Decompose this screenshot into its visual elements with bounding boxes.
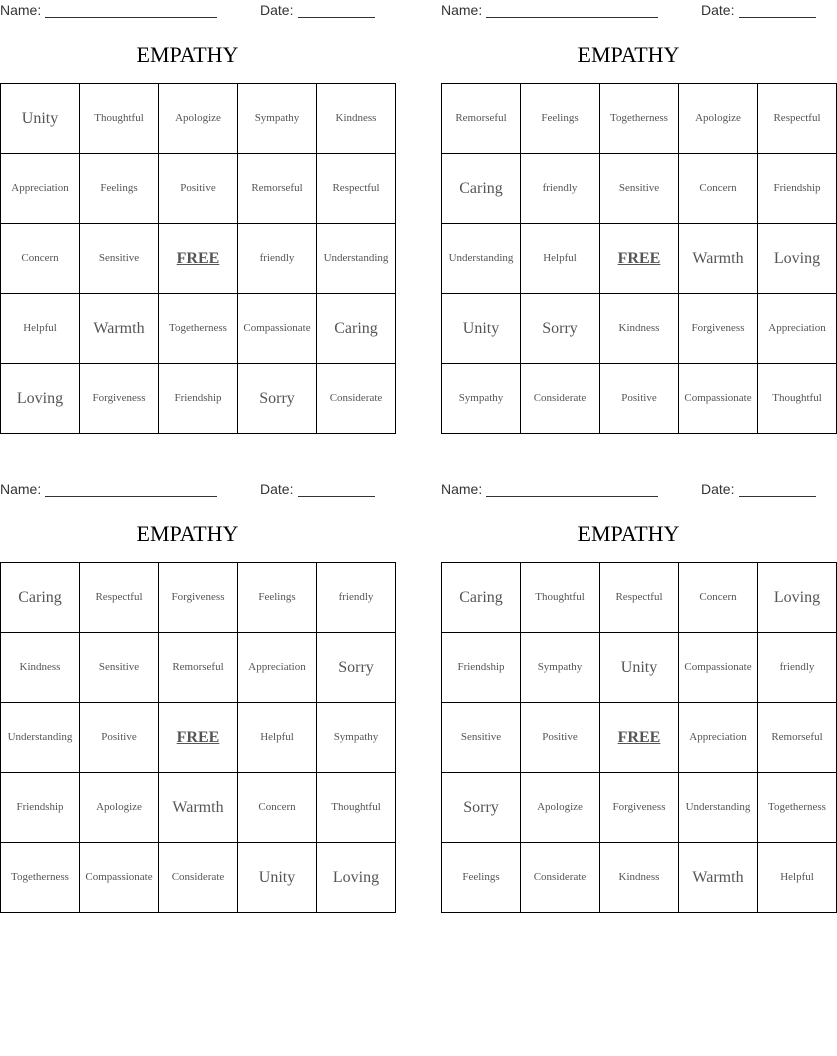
bingo-card-3 [0,479,381,913]
word-cell: Appreciation [238,633,317,703]
word-cell: Helpful [238,703,317,773]
word-cell: Sympathy [238,84,317,154]
word-cell: Apologize [679,84,758,154]
date-line [298,496,375,497]
word-cell: Appreciation [1,154,80,224]
word-cell: Considerate [317,364,396,434]
word-cell: friendly [521,154,600,224]
bingo-grid [441,562,837,913]
word-cell: Forgiveness [159,563,238,633]
word-cell: Thoughtful [521,563,600,633]
name-line [45,496,217,497]
date-line [298,17,375,18]
grid-row [1,154,396,224]
free-space: FREE [159,224,238,294]
word-cell: Friendship [1,773,80,843]
grid-row [1,84,396,154]
word-cell: Compassionate [679,633,758,703]
word-cell: Feelings [442,843,521,913]
date-label: Date: [701,2,735,18]
word-cell: Forgiveness [80,364,159,434]
grid-row [442,563,837,633]
grid-row [442,224,837,294]
grid-row [442,294,837,364]
card-header [0,2,375,20]
name-label: Name: [0,2,42,18]
word-cell: Positive [80,703,159,773]
word-cell: Positive [521,703,600,773]
grid-row [1,224,396,294]
word-cell: Loving [317,843,396,913]
word-cell: Remorseful [159,633,238,703]
name-line [486,496,658,497]
word-cell: Feelings [238,563,317,633]
word-cell: Understanding [317,224,396,294]
word-cell: Appreciation [758,294,837,364]
bingo-grid [0,83,396,434]
word-cell: Positive [600,364,679,434]
word-cell: Sorry [521,294,600,364]
word-cell: Respectful [758,84,837,154]
word-cell: Appreciation [679,703,758,773]
word-cell: Apologize [521,773,600,843]
word-cell: Considerate [521,843,600,913]
word-cell: Friendship [442,633,521,703]
word-cell: Apologize [80,773,159,843]
card-header [0,481,375,499]
date-line [739,496,816,497]
grid-row [442,154,837,224]
bingo-grid [0,562,396,913]
bingo-grid [441,83,837,434]
date-label: Date: [701,481,735,497]
word-cell: Togetherness [1,843,80,913]
word-cell: Sensitive [442,703,521,773]
word-cell: Concern [679,154,758,224]
grid-row [442,843,837,913]
grid-row [1,364,396,434]
word-cell: Remorseful [758,703,837,773]
grid-row [442,703,837,773]
word-cell: Caring [317,294,396,364]
free-space: FREE [600,703,679,773]
word-cell: Loving [758,224,837,294]
word-cell: Remorseful [442,84,521,154]
name-line [45,17,217,18]
word-cell: Togetherness [758,773,837,843]
word-cell: Understanding [1,703,80,773]
name-label: Name: [441,2,483,18]
word-cell: friendly [238,224,317,294]
grid-row [1,633,396,703]
word-cell: Considerate [159,843,238,913]
word-cell: Helpful [758,843,837,913]
grid-row [442,364,837,434]
word-cell: Sympathy [317,703,396,773]
word-cell: Sensitive [80,224,159,294]
word-cell: Warmth [159,773,238,843]
word-cell: friendly [317,563,396,633]
word-cell: Respectful [317,154,396,224]
name-label: Name: [0,481,42,497]
word-cell: Understanding [442,224,521,294]
word-cell: Considerate [521,364,600,434]
card-header [441,481,816,499]
word-cell: Sympathy [442,364,521,434]
word-cell: Thoughtful [80,84,159,154]
word-cell: Togetherness [600,84,679,154]
grid-row [1,703,396,773]
word-cell: Respectful [80,563,159,633]
name-label: Name: [441,481,483,497]
grid-row [442,773,837,843]
date-label: Date: [260,2,294,18]
word-cell: Friendship [159,364,238,434]
word-cell: Caring [1,563,80,633]
word-cell: Feelings [521,84,600,154]
name-line [486,17,658,18]
word-cell: Kindness [1,633,80,703]
word-cell: Respectful [600,563,679,633]
word-cell: Sympathy [521,633,600,703]
grid-row [1,563,396,633]
word-cell: Helpful [1,294,80,364]
word-cell: Warmth [679,224,758,294]
word-cell: Unity [600,633,679,703]
word-cell: Understanding [679,773,758,843]
word-cell: Helpful [521,224,600,294]
word-cell: Caring [442,154,521,224]
date-line [739,17,816,18]
word-cell: Compassionate [80,843,159,913]
word-cell: Togetherness [159,294,238,364]
word-cell: Compassionate [238,294,317,364]
free-space: FREE [159,703,238,773]
bingo-card-4 [441,479,826,913]
card-title: EMPATHY [577,42,680,67]
grid-row [1,773,396,843]
word-cell: Apologize [159,84,238,154]
card-title: EMPATHY [136,521,239,546]
word-cell: Forgiveness [600,773,679,843]
word-cell: Unity [442,294,521,364]
grid-row [442,633,837,703]
word-cell: Sorry [317,633,396,703]
word-cell: Thoughtful [758,364,837,434]
word-cell: Friendship [758,154,837,224]
word-cell: Loving [1,364,80,434]
word-cell: Unity [238,843,317,913]
word-cell: Forgiveness [679,294,758,364]
bingo-card-2 [441,0,826,434]
grid-row [1,294,396,364]
word-cell: friendly [758,633,837,703]
word-cell: Kindness [600,294,679,364]
bingo-card-1 [0,0,389,434]
word-cell: Compassionate [679,364,758,434]
grid-row [442,84,837,154]
word-cell: Sorry [238,364,317,434]
word-cell: Sensitive [600,154,679,224]
word-cell: Sorry [442,773,521,843]
word-cell: Kindness [600,843,679,913]
word-cell: Loving [758,563,837,633]
grid-row [1,843,396,913]
free-space: FREE [600,224,679,294]
word-cell: Warmth [679,843,758,913]
word-cell: Positive [159,154,238,224]
card-title: EMPATHY [577,521,680,546]
word-cell: Kindness [317,84,396,154]
word-cell: Thoughtful [317,773,396,843]
card-header [441,2,816,20]
word-cell: Feelings [80,154,159,224]
word-cell: Warmth [80,294,159,364]
word-cell: Sensitive [80,633,159,703]
card-title: EMPATHY [136,42,239,67]
word-cell: Concern [1,224,80,294]
word-cell: Concern [238,773,317,843]
word-cell: Caring [442,563,521,633]
word-cell: Concern [679,563,758,633]
date-label: Date: [260,481,294,497]
word-cell: Remorseful [238,154,317,224]
word-cell: Unity [1,84,80,154]
